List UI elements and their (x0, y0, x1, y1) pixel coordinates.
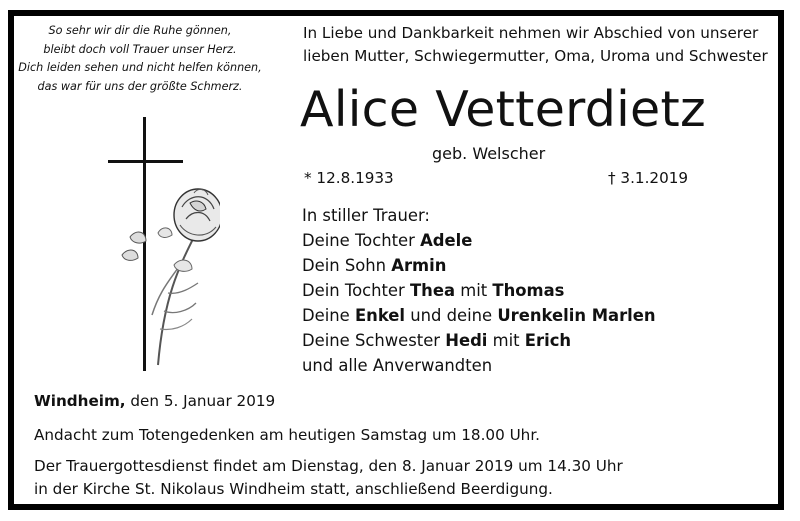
service-notice (34, 455, 623, 500)
intro-line: In Liebe und Dankbarkeit nehmen wir Abschied von unserer (303, 24, 759, 42)
connector-text: und deine (405, 306, 498, 325)
intro-text (303, 22, 768, 68)
intro-line: lieben Mutter, Schwiegermutter, Oma, Uroma und Schwester (303, 47, 768, 65)
mourners-heading: In stiller Trauer: (302, 206, 430, 225)
notice-date: den 5. Januar 2019 (125, 392, 276, 410)
poem-line: das war für uns der größte Schmerz. (37, 79, 243, 93)
service-line: in der Kirche St. Nikolaus Windheim statt, anschließend Beerdigung. (34, 479, 553, 498)
mourners-closing: und alle Anverwandten (302, 356, 493, 375)
death-date: † 3.1.2019 (608, 169, 689, 187)
mourner-line (302, 278, 656, 303)
poem-line: bleibt doch voll Trauer unser Herz. (43, 42, 237, 56)
place-date (34, 389, 275, 413)
relation-text: Deine Tochter (302, 231, 421, 250)
mourner-name: Thea (409, 281, 456, 300)
mourner-line (302, 253, 656, 278)
service-line: Der Trauergottesdienst findet am Dienstag, den 8. Januar 2019 um 14.30 Uhr (34, 457, 623, 475)
mourner-name: Erich (524, 331, 572, 350)
connector-text: mit (455, 281, 493, 300)
mourner-name: Enkel (354, 306, 406, 325)
mourners-list (302, 203, 656, 378)
relation-text: Dein Sohn (302, 256, 392, 275)
mourner-line (302, 303, 656, 328)
mourner-name: Armin (391, 256, 447, 275)
relation-text: Deine (302, 306, 355, 325)
maiden-name: geb. Welscher (432, 144, 546, 163)
mourner-name: Hedi (445, 331, 488, 350)
cross-with-rose-icon (100, 115, 220, 373)
mourner-name: Thomas (492, 281, 565, 300)
poem (14, 22, 266, 96)
poem-line: Dich leiden sehen und nicht helfen können, (18, 61, 262, 75)
mourner-name: Adele (420, 231, 473, 250)
mourner-line (302, 228, 656, 253)
relation-text: Deine Schwester (302, 331, 446, 350)
place-name: Windheim, (34, 392, 126, 410)
birth-date: * 12.8.1933 (304, 169, 394, 187)
mourner-line (302, 328, 656, 353)
poem-line: So sehr wir dir die Ruhe gönnen, (48, 24, 232, 37)
relation-text: Dein Tochter (302, 281, 410, 300)
deceased-name: Alice Vetterdietz (300, 81, 707, 138)
andacht-notice: Andacht zum Totengedenken am heutigen Samstag um 18.00 Uhr. (34, 426, 540, 444)
connector-text: mit (487, 331, 525, 350)
mourner-name: Urenkelin Marlen (497, 306, 656, 325)
